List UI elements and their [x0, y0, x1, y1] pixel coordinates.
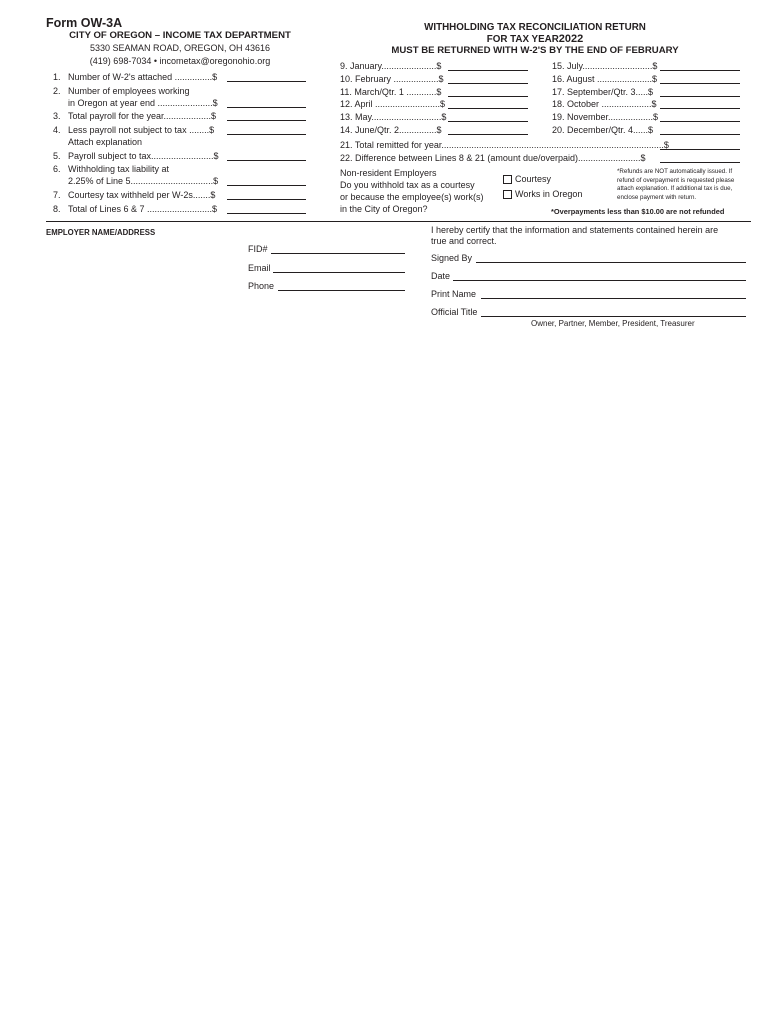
amount-field[interactable]: [227, 107, 306, 108]
amount-field[interactable]: [227, 160, 306, 161]
line-number: 1.: [53, 72, 61, 82]
month-line-label: 18. October ....................$: [552, 99, 657, 109]
line-number: 7.: [53, 190, 61, 200]
month-line-label: 16. August ......................$: [552, 74, 658, 84]
line-label: Number of employees working: [68, 86, 190, 96]
department-address: 5330 SEAMAN ROAD, OREGON, OH 43616: [89, 43, 271, 53]
amount-field[interactable]: [227, 120, 306, 121]
month-line-label: 17. September/Qtr. 3.....$: [552, 87, 654, 97]
month-line-label: 13. May............................$: [340, 112, 447, 122]
left-line-row: [53, 204, 217, 214]
line-21-field[interactable]: [660, 149, 740, 150]
left-line-row: [53, 98, 218, 108]
tax-year-label: FOR TAX YEAR: [486, 34, 559, 45]
signed-by-label: Signed By: [431, 253, 473, 263]
phone-label: Phone: [248, 281, 275, 291]
month-line-label: 15. July............................$: [552, 61, 658, 71]
line-label: Courtesy tax withheld per W-2s.......$: [68, 190, 216, 200]
month-amount-field[interactable]: [660, 83, 740, 84]
overpayment-note: *Overpayments less than $10.00 are not refunded: [551, 207, 725, 216]
line-number: 3.: [53, 111, 61, 121]
month-amount-field[interactable]: [660, 96, 740, 97]
fid-label: FID#: [248, 244, 268, 254]
line-label: Total payroll for the year...................$: [68, 111, 217, 121]
month-line-label: 20. December/Qtr. 4......$: [552, 125, 654, 135]
month-line-label: 9. January......................$: [340, 61, 442, 71]
line-label: Withholding tax liability at: [68, 164, 170, 174]
line-label: in Oregon at year end ......................$: [68, 98, 218, 108]
month-amount-field[interactable]: [448, 83, 528, 84]
line-number: 4.: [53, 125, 61, 135]
certify-line-1: I hereby certify that the information and statements contained herein are: [431, 225, 719, 235]
signed-by-field[interactable]: [476, 262, 746, 263]
line-number: 8.: [53, 204, 61, 214]
month-amount-field[interactable]: [448, 108, 528, 109]
month-line-label: 11. March/Qtr. 1 ............$: [340, 87, 442, 97]
line-number: 5.: [53, 151, 61, 161]
date-field[interactable]: [453, 280, 746, 281]
line-label: Number of W-2's attached ...............$: [68, 72, 218, 82]
month-line-label: 19. November..................$: [552, 112, 659, 122]
left-line-row: [53, 137, 142, 147]
line-number: 6.: [53, 164, 61, 174]
email-field[interactable]: [273, 272, 405, 273]
nonresident-line-1: Non-resident Employers: [340, 168, 437, 178]
line-22-label: 22. Difference between Lines 8 & 21 (amount due/overpaid).........................$: [340, 153, 646, 163]
month-amount-field[interactable]: [448, 134, 528, 135]
nonresident-line-3: or because the employee(s) work(s): [340, 192, 484, 202]
month-amount-field[interactable]: [448, 70, 528, 71]
works-in-oregon-checkbox[interactable]: [503, 190, 512, 199]
fid-field[interactable]: [271, 253, 405, 254]
courtesy-label: Courtesy: [515, 174, 552, 184]
form-title: WITHHOLDING TAX RECONCILIATION RETURN: [424, 22, 646, 33]
amount-field[interactable]: [227, 81, 306, 82]
nonresident-line-4: in the City of Oregon?: [340, 204, 428, 214]
section-divider: [46, 221, 751, 222]
amount-field[interactable]: [227, 134, 306, 135]
month-line-label: 12. April ..........................$: [340, 99, 446, 109]
line-label: Payroll subject to tax.........................$: [68, 151, 219, 161]
print-name-label: Print Name: [431, 289, 477, 299]
date-label: Date: [431, 271, 451, 281]
line-label: Attach explanation: [68, 137, 143, 147]
month-amount-field[interactable]: [660, 134, 740, 135]
department-name: CITY OF OREGON – INCOME TAX DEPARTMENT: [69, 30, 291, 41]
amount-field[interactable]: [227, 213, 306, 214]
month-line-label: 14. June/Qtr. 2...............$: [340, 125, 442, 135]
left-line-row: [53, 111, 216, 121]
courtesy-checkbox[interactable]: [503, 175, 512, 184]
nonresident-line-2: Do you withhold tax as a courtesy: [340, 180, 475, 190]
left-line-row: [53, 151, 219, 161]
phone-field[interactable]: [278, 290, 405, 291]
month-line-label: 10. February ..................$: [340, 74, 444, 84]
amount-field[interactable]: [227, 199, 306, 200]
line-label: Total of Lines 6 & 7 ..........................$: [68, 204, 218, 214]
form-id: Form OW-3A: [46, 16, 123, 30]
line-label: Less payroll not subject to tax ........$: [68, 125, 215, 135]
title-options: Owner, Partner, Member, President, Treasurer: [531, 319, 695, 328]
line-label: 2.25% of Line 5.................................$: [68, 176, 219, 186]
month-amount-field[interactable]: [660, 121, 740, 122]
certify-line-2: true and correct.: [431, 236, 497, 246]
month-amount-field[interactable]: [448, 96, 528, 97]
email-label: Email: [248, 263, 271, 273]
tax-year-line: [330, 33, 740, 45]
works-in-oregon-label: Works in Oregon: [515, 189, 583, 199]
refund-note: *Refunds are NOT automatically issued. If refund of overpayment is requested please attach explanation. If additional tax is due, enclose payment with return.: [617, 168, 735, 201]
left-line-row: [53, 190, 215, 200]
department-contact: (419) 698-7034 • incometax@oregonohio.org: [89, 56, 271, 66]
print-name-field[interactable]: [481, 298, 746, 299]
month-amount-field[interactable]: [448, 121, 528, 122]
employer-label: EMPLOYER NAME/ADDRESS: [46, 228, 156, 237]
left-line-row: [53, 72, 217, 82]
amount-field[interactable]: [227, 185, 306, 186]
month-amount-field[interactable]: [660, 108, 740, 109]
left-line-row: [53, 125, 214, 135]
line-21-label: 21. Total remitted for year.........................................................................................$: [340, 140, 669, 150]
left-line-row: [53, 176, 218, 186]
month-amount-field[interactable]: [660, 70, 740, 71]
tax-year-value: 2022: [558, 33, 584, 45]
official-title-field[interactable]: [481, 316, 746, 317]
official-title-label: Official Title: [431, 307, 478, 317]
left-line-row: [53, 86, 190, 96]
line-22-field[interactable]: [660, 162, 740, 163]
left-line-row: [53, 164, 169, 174]
line-number: 2.: [53, 86, 61, 96]
deadline-notice: MUST BE RETURNED WITH W-2'S BY THE END OF FEBRUARY: [391, 45, 679, 56]
